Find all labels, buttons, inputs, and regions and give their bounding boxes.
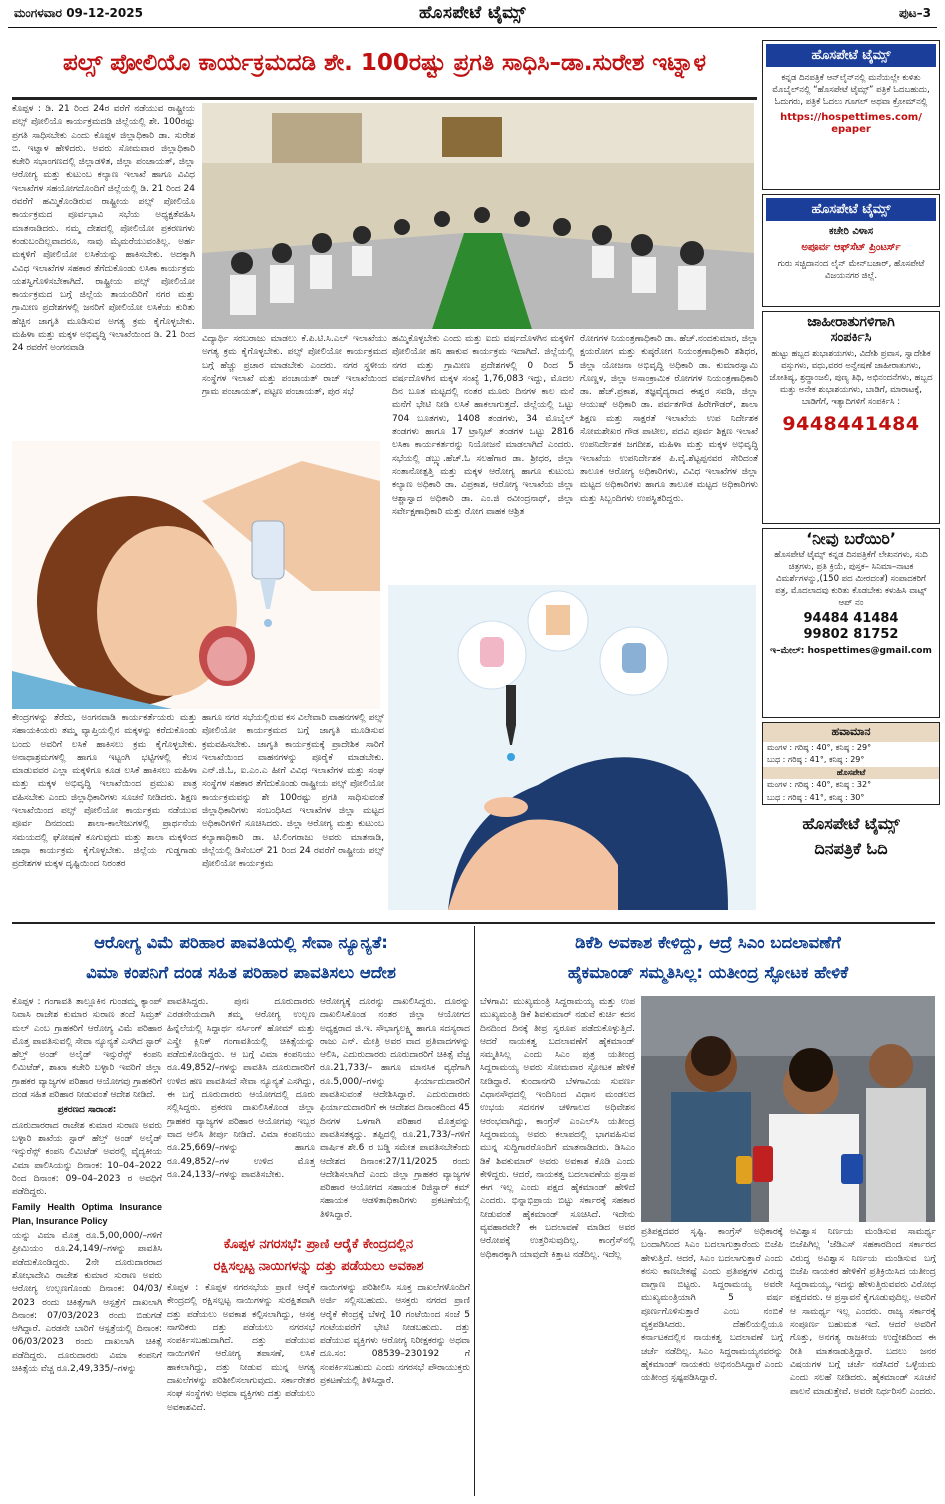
yathindra-press-photo bbox=[641, 996, 935, 1222]
page-number: ಪುಟ–3 bbox=[899, 6, 931, 20]
weather-box bbox=[762, 722, 940, 805]
insurance-summary-label: ಪ್ರಕರಣದ ಸಾರಾಂಶ: bbox=[57, 1105, 117, 1116]
dks-col2: ಪ್ರತಿಪಕ್ಷದವರ ಸೃಷ್ಟಿ. ಕಾಂಗ್ರೆಸ್ ಅಧಿಕಾರಕ್ಕೆ ಬಂದಾಗಿನಿಂದ ಸಿಎಂ ಬದಲಾಗುತ್ತಾರೆಂದು ಬಿಜೆಪಿ ಹೇಳುತ್ತಿದೆ. ಆದರೆ, ಸಿಎಂ ಬದಲಾಗುತ್ತಾರೆ ಎಂದು ಕನಸು ಕಾಣಬೇಕಷ್ಟೆ ಎಂದು ಪ್ರತಿಪಕ್ಷಗಳ ವಿರುದ್ಧ ವಾಗ್ಬಾಣ ಬಿಟ್ಟರು. ಸಿದ್ದರಾಮಯ್ಯ ಅವರೇ ಮುಖ್ಯಮಂತ್ರಿಯಾಗಿ 5 ವರ್ಷ ಪೂರ್ಣಗೊಳಿಸುತ್ತಾರೆ ಎಂಬ ನಂಬಿಕೆ ವ್ಯಕ್ತಪಡಿಸಿದರು. ದೆಹಲಿಯಲ್ಲಿಯೂ ಕರ್ನಾಟಕದಲ್ಲಿನ ನಾಯಕತ್ವ ಬದಲಾವಣೆ ಬಗ್ಗೆ ಚರ್ಚೆ ನಡೆದಿಲ್ಲ. ಸಿಎಂ ಸಿದ್ದರಾಮಯ್ಯನವರನ್ನು ಹೈಕಮಾಂಡ್ ನಾಯಕರು ಅಭಿನಂದಿಸಿದ್ದಾರೆ ಎಂದು ಯತೀಂದ್ರ ಸ್ಪಷ್ಟಪಡಿಸಿದ್ದಾರೆ. bbox=[641, 1227, 783, 1384]
lead-rule bbox=[12, 97, 757, 100]
lead-col2: ವಿದ್ಯಾರ್ಥಿ ಸರಬರಾಜು ಮಾಡಲು ಕೆ.ಪಿ.ಟಿ.ಸಿ.ಎಲ್ ಇಲಾಖೆಯು ಅಗತ್ಯ ಕ್ರಮ ಕೈಗೊಳ್ಳಬೇಕು. ಪಲ್ಸ್ ಪೋಲಿಯೋ ಕಾರ್ಯಕ್ರಮದ ಬಗ್ಗೆ ಹೆಚ್ಚು ಪ್ರಚಾರ ಮಾಡಬೇಕು ಎಂದರು. ನಗರ ಸ್ಥಳೀಯ ಸಂಸ್ಥೆಗಳ ಇಲಾಖೆ ಮತ್ತು ಪಂಚಾಯತ್ ರಾಜ್ ಇಲಾಖೆಯಿಂದ ಗ್ರಾಮ ಪಂಚಾಯತ್, ಪಟ್ಟಣ ಪಂಚಾಯತ್, ಪುರ ಸಭೆ bbox=[202, 334, 387, 398]
lead-headline-text: ಪಲ್ಸ್ ಪೋಲಿಯೊ ಕಾರ್ಯಕ್ರಮದಡಿ ಶೇ. 100ರಷ್ಟು ಪ್ರಗತಿ ಸಾಧಿಸಿ–ಡಾ.ಸುರೇಶ ಇಟ್ನಾಳ bbox=[62, 50, 707, 76]
ads-phone: 9448441484 bbox=[782, 413, 920, 435]
lead-headline bbox=[12, 38, 757, 96]
sidebar bbox=[762, 40, 940, 920]
lead-col1b: ಕೇಂದ್ರಗಳನ್ನು ತೆರೆದು, ಅಂಗನವಾಡಿ ಕಾರ್ಯಕರ್ತೆಯರು ಮತ್ತು ಸಹಾಯಕಿಯರು ತಮ್ಮ ವ್ಯಾಪ್ತಿಯಲ್ಲಿನ ಮಕ್ಕಳನ್ನು ಕರೆದುಕೊಂಡು ಬಂದು ಅವರಿಗೆ ಲಸಿಕೆ ಹಾಕಿಸಲು ಕ್ರಮ ಕೈಗೊಳ್ಳಬೇಕು. ಅನಾಥಾಶ್ರಮಗಳಲ್ಲಿ ಹಾಗೂ ಇಟ್ಟಂಗಿ ಭಟ್ಟಿಗಳಲ್ಲಿ ಕೆಲಸ ಮಾಡುವವರ ಎಲ್ಲಾ ಮಕ್ಕಳಿಗೂ ಕೂಡ ಲಸಿಕೆ ಹಾಕಿಸಲು ಮಹಿಳಾ ಮತ್ತು ಮಕ್ಕಳ ಅಭಿವೃದ್ಧಿ ಇಲಾಖೆಯಿಂದ ಪ್ರಮುಖ ಪಾತ್ರ ವಹಿಸಬೇಕು ಎಂದು ಜಿಲ್ಲಾಧಿಕಾರಿಗಳು ಸೂಚನೆ ನೀಡಿದರು. ಶಿಕ್ಷಣ ಇಲಾಖೆಯಿಂದ ಪಲ್ಸ್ ಪೋಲಿಯೋ ಕಾರ್ಯಕ್ರಮ ನಡೆಯುವ ಪೂರ್ವ ದಿನದಂದು ಶಾಲಾ-ಕಾಲೇಜುಗಳಲ್ಲಿ ಪ್ರಾರ್ಥನೆಯ ಸಮಯದಲ್ಲಿ ಘೋಷಣೆ ಕೂಗುವುದು ಮತ್ತು ಶಾಲಾ ಮಕ್ಕಳಿಂದ ಜಾಥಾ ಕಾರ್ಯಕ್ರಮ ಕೈಗೊಳ್ಳಬೇಕು. ಜಿಲ್ಲೆಯ ಗುಡ್ಡಗಾಡು ಪ್ರದೇಶಗಳ ಮಕ್ಕಳ ದೃಷ್ಟಿಯಿಂದ ನಿರಂತರ bbox=[12, 713, 197, 870]
write-box bbox=[762, 528, 940, 718]
ads-box bbox=[762, 311, 940, 524]
koppal-headline-2: ರಕ್ಷಿಸಲ್ಪಟ್ಟ ನಾಯಿಗಳನ್ನು ದತ್ತು ಪಡೆಯಲು ಅವಕಾಶ bbox=[213, 1259, 424, 1274]
office-box bbox=[762, 194, 940, 307]
dks-col3: ಅವಿಶ್ವಾಸ ನಿರ್ಣಯ ಮಂಡಿಸುವ ಸಾಮರ್ಥ್ಯ ಬಿಜೆಪಿಗಿಲ್ಲ 'ಜೆಡಿಎಸ್ ಸಹಕಾರದಿಂದ ಸರ್ಕಾರದ ವಿರುದ್ಧ ಅವಿಶ್ವಾಸ ನಿರ್ಣಯ ಮಂಡಿಸುವ ಬಗ್ಗೆ ಬಿಜೆಪಿ ನಾಯಕರ ಹೇಳಿಕೆಗೆ ಪ್ರತಿಕ್ರಿಯಿಸಿದ ಯತೀಂದ್ರ ಸಿದ್ದರಾಮಯ್ಯ, ಇದನ್ನು ಹೇಳುತ್ತಿರುವವರು ವಿರೋಧ ಪಕ್ಷದವರು. ಆ ಪ್ರಸ್ತಾವನೆ ಕೈಗೂಡುವುದಿಲ್ಲ. ಅವರಿಗೆ ಆ ಸಾಮರ್ಥ್ಯ ಇಲ್ಲ ಎಂದರು. ರಾಜ್ಯ ಸರ್ಕಾರಕ್ಕೆ ಸಂಪೂರ್ಣ ಬಹುಮತ ಇದೆ. ಆದರೆ ಅವರಿಗೆ ಗೊತ್ತು, ಅನಗತ್ಯ ರಾಜಕೀಯ ಉದ್ದೇಶದಿಂದ ಈ ರೀತಿ ಮಾತನಾಡುತ್ತಿದ್ದಾರೆ. ಬದಲು ಜನರ ವಿಷಯಗಳ ಬಗ್ಗೆ ಚರ್ಚೆ ನಡೆಸಿದರೆ ಒಳ್ಳೆಯದು ಎಂದು ಸಲಹೆ ನೀಡಿದರು. ಹೈಕಮಾಂಡ್ ಸೂಚನೆ ಪಾಲನೆ ಮಾಡುತ್ತೇವೆ. ಅವರೇ ನಿರ್ಧರಿಸಲಿ ಎಂದರು. bbox=[790, 1227, 936, 1397]
insurance-intro: ಕೊಪ್ಪಳ : ಗಂಗಾವತಿ ತಾಲ್ಲೂಕಿನ ಗುಂಡಮ್ಮ ಕ್ಯಾಂಪ್ ನಿವಾಸಿ ರಾಜೇಶ ಕುಮಾರ ಸುರಾಣ ತಂದೆ ಸಿಮ್ರತ್ ಮಲ್ ಎಂಬ ಗ್ರಾಹಕರಿಗೆ ಆರೋಗ್ಯ ವಿಮೆ ಪರಿಹಾರ ಮೊತ್ತ ಪಾವತಿಸುವಲ್ಲಿ ಸೇವಾ ನ್ಯೂನ್ಯತೆ ಎಸಗಿದ ಸ್ಟಾರ್ ಹೆಲ್ತ್ ಅಂಡ್ ಅಲೈಡ್ ಇನ್ಸುರೆನ್ಸ್ ಕಂಪನಿ ಲಿಮಿಟೆಡ್, ಶಾಖಾ ಕಚೇರಿ ಬಳ್ಳಾರಿ ಇವರಿಗೆ ಜಿಲ್ಲಾ ಗ್ರಾಹಕರ ವ್ಯಾಜ್ಯಗಳ ಪರಿಹಾರ ಆಯೋಗವು ಗ್ರಾಹಕರಿಗೆ ದಂಡ ಸಹಿತ ಪರಿಹಾರ ನೀಡುವಂತೆ ಆದೇಶ ನೀಡಿದೆ. bbox=[12, 997, 162, 1101]
insurance-col3: ಆರೋಗ್ಯಕ್ಕೆ ದೂರನ್ನು ದಾಖಲಿಸಿದ್ದರು. ದೂರನ್ನು ದಾಖಲಿಸಿಕೊಂಡ ನಂತರ ಜಿಲ್ಲಾ ಆಯೋಗದ ಅಧ್ಯಕ್ಷರಾದ ಜಿ.ಇ. ಸೌಭಾಗ್ಯಲಕ್ಷ್ಮಿ ಹಾಗೂ ಸದಸ್ಯರಾದ ರಾಜು ಎನ್. ಮೇತ್ರಿ ಅವರ ವಾದ ಪ್ರತಿವಾದಗಳನ್ನು ಆಲಿಸಿ, ಎದುರುದಾರರು ದೂರುದಾರರಿಗೆ ಚಿಕಿತ್ಸೆ ವೆಚ್ಚ ರೂ.21,733/– ಹಾಗೂ ಮಾನಸಿಕ ವ್ಯಥೆಗಾಗಿ ರೂ.5,000/–ಗಳನ್ನು ಫಿರ್ಯಾದುದಾರರಿಗೆ ಪಾವತಿಸುವಂತೆ ಆದೇಶಿಸಿದ್ದಾರೆ. ಎದುರುದಾರರು ಫಿರ್ಯಾದುದಾರರಿಗೆ ಈ ಆದೇಶದ ದಿನಾಂಕದಿಂದ 45 ದಿನಗಳ ಒಳಗಾಗಿ ಪರಿಹಾರ ಮೊತ್ತವನ್ನು ಪಾವತಿಸತಕ್ಕದ್ದು. ತಪ್ಪಿದಲ್ಲಿ ರೂ.21,733/–ಗಳಿಗೆ ವಾರ್ಷಿಕ ಶೇ.6 ರ ಬಡ್ಡಿ ಸಮೇತ ಪಾವತಿಸಬೇಕೆಂದು ಆದೇಶದ ದಿನಾಂಕ:27/11/2025 ರಂದು ಆದೇಶಿಸಲಾಗಿದೆ ಎಂದು ಜಿಲ್ಲಾ ಗ್ರಾಹಕರ ವ್ಯಾಜ್ಯಗಳ ಪರಿಹಾರ ಆಯೋಗದ ಸಹಾಯಕ ರಿಜಿಸ್ಟ್ರಾರ್ ಕಮ್ ಸಹಾಯಕ ಆಡಳಿತಾಧಿಕಾರಿಗಳು ಪ್ರಕಟಣೆಯಲ್ಲಿ ತಿಳಿಸಿದ್ದಾರೆ. bbox=[320, 997, 470, 1220]
koppal-headline bbox=[167, 1234, 470, 1280]
write-text: ಹೊಸಪೇಟೆ ಟೈಮ್ಸ್ ಕನ್ನಡ ದಿನಪತ್ರಿಕೆಗೆ ಲೇಖನಗಳು, ಸುದಿ ಚಿತ್ರಗಳು, ಪ್ರತಿ ಕ್ರಿಯೆ, ಪುಸ್ತಕ– ಸಿನಿಮಾ–ನಾಟಕ ವಿಮರ್ಶೆಗಳನ್ನು,(150 ಪದ ಮೀರದಂತೆ) ಸಂಪಾದಕರಿಗೆ ಪತ್ರ, ಮೊದಲಾದವು ಕುರಿತು ಕೊಡಬೇಕು ಕಳುಹಿಸಿ ವಾಟ್ಸ್ ಆಪ್ ನಂ bbox=[774, 550, 928, 608]
ads-title: ಜಾಹೀರಾತುಗಳಿಗಾಗಿ bbox=[807, 314, 895, 330]
dks-headline bbox=[480, 928, 936, 994]
paper-name: ಹೊಸಪೇಟೆ ಟೈಮ್ಸ್ bbox=[419, 3, 526, 23]
whatsapp-phone-1: 94484 41484 bbox=[803, 611, 899, 626]
weather-row: ಮಂಗಳ : ಗರಿಷ್ಠ : 40°, ಕನಿಷ್ಠ : 32° bbox=[767, 780, 872, 790]
office-name: ಅಪೂರ್ವ ಆಫ್‌ಸೆಟ್ ಪ್ರಿಂಟರ್ಸ್ bbox=[801, 242, 901, 254]
insurance-headline bbox=[12, 928, 470, 994]
sidebar-masthead: ಹೊಸಪೇಟೆ ಟೈಮ್ಸ್ bbox=[766, 44, 936, 67]
masthead-bar bbox=[0, 0, 945, 28]
polio-vector-illustration bbox=[388, 585, 756, 910]
masthead-rule bbox=[8, 27, 937, 28]
koppal-col1: ಕೊಪ್ಪಳ : ಕೊಪ್ಪಳ ನಗರಸಭೆಯ ಪ್ರಾಣಿ ಆರೈಕೆ ಕೇಂದ್ರದಲ್ಲಿ ರಕ್ಷಿಸಲ್ಪಟ್ಟ ನಾಯಿಗಳನ್ನು ಸುರಕ್ಷಿತವಾಗಿ ದತ್ತು ಪಡೆಯಲು ಅವಕಾಶ ಕಲ್ಪಿಸಲಾಗಿದ್ದು, ಆಸಕ್ತ ನಾಗರಿಕರು ದತ್ತು ಪಡೆಯಲು ನಗರಸಭೆ ಸಂಪರ್ಕಿಸಬಹುದಾಗಿದೆ. ದತ್ತು ಪಡೆಯುವ ನಾಯಿಗಳಿಗೆ ಆರೋಗ್ಯ ತಪಾಸಣೆ, ಲಸಿಕೆ ಹಾಕಲಾಗಿದ್ದು, ದತ್ತು ನೀಡುವ ಮುನ್ನ ಅಗತ್ಯ ದಾಖಲೆಗಳನ್ನು ಪರಿಶೀಲಿಸಲಾಗುವುದು. ಸರ್ಕಾರೇತರ ಸಂಘ ಸಂಸ್ಥೆಗಳು ಅಥವಾ ವ್ಯಕ್ತಿಗಳು ದತ್ತು ಪಡೆಯಲು ಅವಕಾಶವಿದೆ. bbox=[167, 1283, 315, 1413]
lead-col3: ಹಮ್ಮಿಕೊಳ್ಳಬೇಕು ಎಂದು ಮತ್ತು ಐದು ವರ್ಷದೊಳಗಿನ ಮಕ್ಕಳಿಗೆ ಪೋಲಿಯೋ ಹನಿ ಹಾಕುವ ಕಾರ್ಯಕ್ರಮ ಇದಾಗಿದೆ. ಜಿಲ್ಲೆಯಲ್ಲಿ ನಗರ ಮತ್ತು ಗ್ರಾಮೀಣ ಪ್ರದೇಶಗಳಲ್ಲಿ 0 ರಿಂದ 5 ವರ್ಷದೊಳಗಿನ ಮಕ್ಕಳ ಸಂಖ್ಯೆ 1,76,083 ಇದ್ದು, ಮೊದಲ ದಿನ ಬೂತ ಮಟ್ಟದಲ್ಲಿ ನಂತರ ಮೂರು ದಿನಗಳ ಕಾಲ ಮನೆ ಮನೆಗೆ ಭೇಟಿ ನೀಡಿ ಲಸಿಕೆ ಹಾಕಲಾಗುತ್ತದೆ. ಜಿಲ್ಲೆಯಲ್ಲಿ ಒಟ್ಟು 704 ಬೂತಗಳು, 1408 ತಂಡಗಳು, 34 ಮೊಬೈಲ್ ತಂಡಗಳು ಹಾಗೂ 17 ಟ್ರಾನ್ಸಿಟ್ ತಂಡಗಳ ಒಟ್ಟು 2816 ಲಸಿಕಾ ಕಾರ್ಯಕರ್ತರನ್ನು ನಿಯೋಜನೆ ಮಾಡಲಾಗಿದೆ ಎಂದರು. ಸಭೆಯಲ್ಲಿ ಡಬ್ಲ್ಯು.ಹೆಚ್.ಓ ಸಲಹೆಗಾರ ಡಾ. ಶ್ರೀಧರ, ಜಿಲ್ಲಾ ಸಂತಾನೋತ್ಪತ್ತಿ ಮತ್ತು ಮಕ್ಕಳ ಆರೋಗ್ಯ ಹಾಗೂ ಕುಟುಂಬ ಕಲ್ಯಾಣ ಅಧಿಕಾರಿ ಡಾ. ವಿಪ್ರಕಾಶ, ಆರೋಗ್ಯ ಇಲಾಖೆಯ ಜಿಲ್ಲಾ ಆಶ್ಚಾಸ್ವಾದ ಅಧಿಕಾರಿ ಡಾ. ಎಂ.ಜಿ ರವೀಂದ್ರನಾಥ್, ಜಿಲ್ಲಾ ಸರ್ವೇಕ್ಷಣಾಧಿಕಾರಿ ಮತ್ತು ರೋಗ ವಾಹಕ ಆಶ್ರಿತ bbox=[392, 334, 574, 517]
insurance-body-2: ಯನ್ನು ವಿಮಾ ಮೊತ್ತ ರೂ.5,00,000/–ಗಳಿಗೆ ಪ್ರೀಮಿಯಂ ರೂ.24,149/–ಗಳನ್ನು ಪಾವತಿಸಿ ಪಡೆದುಕೊಂಡಿದ್ದರು. 2ನೇ ದೂರುದಾರರಾದ ಶೋಭಾದೇವಿ ರಾಜೇಶ ಕುಮಾರ ಸುರಾಣ ಅವರು ಆರೋಗ್ಯ ಉಲ್ಬಣಗೊಂಡು ದಿನಾಂಕ: 04/03/ 2023 ರಂದು ಚಿಕಿತ್ಸೆಗಾಗಿ ಆಸ್ಪತ್ರೆಗೆ ದಾಖಲಾಗಿ ದಿನಾಂಕ: 07/03/2023 ರಂದು ಬಿಡುಗಡೆ ಆಗಿದ್ದಾರೆ. ಎರಡನೇ ಬಾರಿಗೆ ಆಸ್ಪತ್ರೆಯಲ್ಲಿ ದಿನಾಂಕ: 06/03/2023 ರಂದು ದಾಖಲಾಗಿ ಚಿಕಿತ್ಸೆ ಪಡೆದಿದ್ದರು. ದೂರುದಾರರು ವಿಮಾ ಕಂಪನಿಗೆ ಚಿಕಿತ್ಸೆಯ ವೆಚ್ಚ ರೂ.2,49,335/–ಗಳನ್ನು bbox=[12, 1231, 162, 1375]
insurance-headline-2: ವಿಮಾ ಕಂಪನಿಗೆ ದಂಡ ಸಹಿತ ಪರಿಹಾರ ಪಾವತಿಸಲು ಆದೇಶ bbox=[86, 963, 396, 982]
insurance-body: ದೂರುದಾರರಾದ ರಾಜೇಶ ಕುಮಾರ ಸುರಾಣ ಅವರು ಬಳ್ಳಾರಿ ಶಾಖೆಯ ಸ್ಟಾರ್ ಹೆಲ್ತ್ ಅಂಡ್ ಅಲೈಡ್ ಇನ್ಸುರೆನ್ಸ್ ಕಂಪನಿ ಲಿಮಿಟೆಡ್ ಅವರಲ್ಲಿ ವೈದ್ಯಕೀಯ ವಿಮಾ ಪಾಲಿಸಿಯನ್ನು ದಿನಾಂಕ: 10–04–2022 ರಿಂದ ದಿನಾಂಕ: 09–04–2023 ರ ಅವಧಿಗೆ ಪಡೆದಿದ್ದರು. bbox=[12, 1120, 162, 1198]
dks-headline-1: ಡಿಕೆಶಿ ಅವಕಾಶ ಕೇಳಿದ್ದು, ಆದ್ರೆ ಸಿಎಂ ಬದಲಾವಣೆಗೆ bbox=[575, 933, 841, 952]
ads-subtitle: ಸಂಪರ್ಕಿಸಿ bbox=[830, 330, 872, 345]
polio-drops-illustration bbox=[12, 441, 380, 709]
weather-title: ಹವಾಮಾನ bbox=[763, 723, 939, 742]
section-rule bbox=[12, 922, 935, 924]
epaper-text: ಕನ್ನಡ ದಿನಪತ್ರಿಕೆ ಆನ್‌ಲೈನ್‌ನಲ್ಲಿ ಮನೆಯಲ್ಲೇ ಕುಳಿತು ಮೊಬೈಲ್‌ನಲ್ಲಿ “ಹೊಸಪೇಟೆ ಟೈಮ್ಸ್” ಪತ್ರಿಕೆ ಓದಬಹುದು, ಓದುಗರು, ಪತ್ರಿಕೆ ಓದಲು ಗೂಗಲ್ ಅಥವಾ ಕ್ರೋಮ್‌ನಲ್ಲಿ bbox=[772, 73, 930, 108]
weather-row: ಬುಧ : ಗರಿಷ್ಠ : 41°, ಕನಿಷ್ಠ : 30° bbox=[767, 792, 865, 802]
issue-date: ಮಂಗಳವಾರ 09-12-2025 bbox=[14, 6, 143, 20]
insurance-headline-1: ಆರೋಗ್ಯ ವಿಮೆ ಪರಿಹಾರ ಪಾವತಿಯಲ್ಲಿ ಸೇವಾ ನ್ಯೂನ್ಯತೆ: bbox=[94, 933, 388, 952]
lead-col1: ಕೊಪ್ಪಳ : ಡಿ. 21 ರಿಂದ 24ರ ವರೆಗೆ ನಡೆಯುವ ರಾಷ್ಟ್ರೀಯ ಪಲ್ಸ್ ಪೋಲಿಯೊ ಕಾರ್ಯಕ್ರಮದಡಿ ಜಿಲ್ಲೆಯಲ್ಲಿ ಶೇ. 100ರಷ್ಟು ಪ್ರಗತಿ ಸಾಧಿಸಬೇಕು ಎಂದು ಕೊಪ್ಪಳ ಜಿಲ್ಲಾಧಿಕಾರಿ ಡಾ. ಸುರೇಶ ಬಿ. ಇಟ್ನಾಳ ಹೇಳಿದರು. ಅವರು ಸೋಮವಾರ ಜಿಲ್ಲಾಧಿಕಾರಿ ಕಚೇರಿ ಸಭಾಂಗಣದಲ್ಲಿ ಜಿಲ್ಲಾಡಳಿತ, ಜಿಲ್ಲಾ ಪಂಚಾಯತ್, ಜಿಲ್ಲಾ ಆರೋಗ್ಯ ಮತ್ತು ಕುಟುಂಬ ಕಲ್ಯಾಣ ಇಲಾಖೆ ಹಾಗೂ ವಿವಿಧ ಇಲಾಖೆಗಳ ಸಹಯೋಗದೊಂದಿಗೆ ಜಿಲ್ಲೆಯಲ್ಲಿ ಡಿ. 21 ರಿಂದ 24 ರವರೆಗೆ ಹಮ್ಮಿಕೊಂಡಿರುವ ರಾಷ್ಟ್ರೀಯ ಪಲ್ಸ್ ಪೋಲಿಯೊ ಕಾರ್ಯಕ್ರಮದ ಪೂರ್ವಭಾವಿ ಸಭೆಯ ಅಧ್ಯಕ್ಷತೆವಹಿಸಿ ಮಾತನಾಡಿದರು. ನಮ್ಮ ದೇಶದಲ್ಲಿ ಪೋಲಿಯೋ ಪ್ರಕರಣಗಳು ಕಂಡುಬಂದಿಲ್ಲವಾದರೂ, ನಾವು ಮೈಮರೆಯುವಂತಿಲ್ಲ. ಅರ್ಹ ಮಕ್ಕಳಿಗೆ ಪೋಲಿಯೋ ಲಸಿಕೆಯನ್ನು ಹಾಕಿಸಬೇಕು. ಅದಕ್ಕಾಗಿ ವಿವಿಧ ಇಲಾಖೆಗಳ ಸಹಕಾರ ತೆಗೆದುಕೊಂಡು ಲಸಿಕಾ ಕಾರ್ಯಕ್ರಮ ಯಶಸ್ವಿಗೊಳಿಸಬೇಕಾಗಿದೆ. ರಾಷ್ಟ್ರೀಯ ಪಲ್ಸ್ ಪೋಲಿಯೋ ಕಾರ್ಯಕ್ರಮದ ಬಗ್ಗೆ ಜಿಲ್ಲೆಯ ತಾಯಂದಿರಿಗೆ ನಗರ ಮತ್ತು ಗ್ರಾಮೀಣ ಪ್ರದೇಶಗಳಲ್ಲಿ ಜನರಿಗೆ ಪೋಲಿಯೋ ಲಸಿಕೆಯ ಕುರಿತು ಹೆಚ್ಚಿನ ಜಾಗೃತಿ ಮೂಡಿಸುವ ಅಗತ್ಯ ಕ್ರಮ ಕೈಗೊಳ್ಳಬೇಕು. ಮಹಿಳಾ ಮತ್ತು ಮಕ್ಕಳ ಅಭಿವೃದ್ಧಿ ಇಲಾಖೆಯಿಂದ ಡಿ. 21 ರಿಂದ 24 ರವರೆಗೆ ಅಂಗನವಾಡಿ bbox=[12, 104, 195, 354]
insurance-policy-name: Family Health Optima Insurance Plan, Insurance Policy bbox=[12, 1202, 162, 1226]
weather-row: ಮಂಗಳ : ಗರಿಷ್ಠ : 40°, ಕನಿಷ್ಠ : 29° bbox=[767, 742, 872, 752]
weather-city: ಹೊಸಪೇಟೆ bbox=[763, 767, 939, 780]
write-title: ‘ನೀವು ಬರೆಯಿರಿ’ bbox=[806, 529, 896, 548]
insurance-col2: ಪಾವತಿಸಿದ್ದರು. ಪುನಃ ದೂರುದಾರರು ಎರಡನೇಯದಾಗಿ ತಮ್ಮ ಆರೋಗ್ಯ ಉಲ್ಬಣ ಹಿನ್ನೆಲೆಯಲ್ಲಿ ಸಿದ್ದಾರ್ಥ ನರ್ಸಿಂಗ್ ಹೋಮ್ ಮತ್ತು ಎಸ್ಕ್ರೇ ಕ್ಲಿನಿಕ್ ಗಂಗಾವತಿಯಲ್ಲಿ ಚಿಕಿತ್ಸೆಯನ್ನು ಪಡೆದುಕೊಂಡಿದ್ದರು. ಆ ಬಗ್ಗೆ ವಿಮಾ ಕಂಪನಿಯು ರೂ.49,852/–ಗಳನ್ನು ಪಾವತಿಸಿ ದೂರುದಾರರಿಗೆ ಉಳಿದ ಹಣ ಪಾವತಿಸದೆ ಸೇವಾ ನ್ಯೂನ್ಯತೆ ಎಸಗಿದ್ದು, ಈ ಬಗ್ಗೆ ದೂರುದಾರರು ಆಯೋಗದಲ್ಲಿ ದೂರು ಸಲ್ಲಿಸಿದ್ದರು. ಪ್ರಕರಣ ದಾಖಲಿಸಿಕೊಂಡ ಜಿಲ್ಲಾ ಗ್ರಾಹಕರ ವ್ಯಾಜ್ಯಗಳ ಪರಿಹಾರ ಆಯೋಗವು ಇಬ್ಬರ ವಾದ ಆಲಿಸಿ ತೀರ್ಪು ನೀಡಿದೆ. ವಿಮಾ ಕಂಪನಿಯು ರೂ.25,669/–ಗಳನ್ನು ಹಾಗೂ ರೂ.49,852/–ಗಳ ಉಳಿದ ಮೊತ್ತ ರೂ.24,133/–ಗಳನ್ನು ಪಾವತಿಸಬೇಕು. bbox=[167, 997, 315, 1180]
dks-col1: ಬೆಳಗಾವಿ: ಮುಖ್ಯಮಂತ್ರಿ ಸಿದ್ದರಾಮಯ್ಯ ಮತ್ತು ಉಪ ಮುಖ್ಯಮಂತ್ರಿ ಡಿಕೆ ಶಿವಕುಮಾರ್ ನಡುವೆ ಕುರ್ಚಿ ಕದನ ದಿನದಿಂದ ದಿನಕ್ಕೆ ತೀವ್ರ ಸ್ವರೂಪ ಪಡೆದುಕೊಳ್ಳುತ್ತಿದೆ. ಆದರೆ ನಾಯಕತ್ವ ಬದಲಾವಣೆಗೆ ಹೈಕಮಾಂಡ್ ಸಮ್ಮತಿಸಿಲ್ಲ ಎಂದು ಸಿಎಂ ಪುತ್ರ ಯತೀಂದ್ರ ಸಿದ್ದರಾಮಯ್ಯ ಅವರು ಸೋಮವಾರ ಸ್ಫೋಟಕ ಹೇಳಿಕೆ ನೀಡಿದ್ದಾರೆ. ಕುಂದಾನಗರಿ ಬೆಳಗಾವಿಯ ಸುವರ್ಣ ವಿಧಾನಸೌಧದಲ್ಲಿ ಇಂದಿನಿಂದ ವಿಧಾನ ಮಂಡಲದ ಉಭಯ ಸದನಗಳ ಚಳಿಗಾಲದ ಅಧಿವೇಶನ ಆರಂಭವಾಗಿದ್ದು, ಕಾಂಗ್ರೆಸ್ ಎಂಎಲ್‌ಸಿ ಯತೀಂದ್ರ ಸಿದ್ದರಾಮಯ್ಯ ಅವರು ಕಲಾಪದಲ್ಲಿ ಭಾಗವಹಿಸುವ ಮುನ್ನ ಸುದ್ದಿಗಾರರೊಂದಿಗೆ ಮಾತನಾಡಿದರು. ಡಿಸಿಎಂ ಡಿಕೆ ಶಿವಕುಮಾರ್ ಅವರು ಅವಕಾಶ ಕೊಡಿ ಎಂದು ಕೇಳಿದ್ದರು. ಆದರೆ, ನಾಯಕತ್ವ ಬದಲಾವಣೆಯ ಪ್ರಸ್ತಾಪ ಈಗ ಇಲ್ಲ ಎಂದು ಪಕ್ಷದ ಹೈಕಮಾಂಡ್ ಹೇಳಿದೆ ಎಂದರು. ಭಿನ್ನಾಭಿಪ್ರಾಯ ಬಿಟ್ಟು ಸರ್ಕಾರಕ್ಕೆ ಸಹಕಾರ ನೀಡುವಂತೆ ಹೈಕಮಾಂಡ್ ಸೂಚಿಸಿದೆ. ಇದೇನು ವ್ಯವಹಾರವೇ? ಈ ಬದಲಾವಣೆ ಮಾಡಿದ ಅವರ ಆರೋಪಕ್ಕೆ ಉತ್ತರಿಸುವುದಿಲ್ಲ. ಕಾಂಗ್ರೆಸ್‌ನಲ್ಲಿ ಅಧಿಕಾರಕ್ಕಾಗಿ ಯಾವುದೇ ಕಿತ್ತಾಟ ನಡೆದಿಲ್ಲ. ಇದೆಲ್ಲ bbox=[480, 997, 635, 1260]
column-rule bbox=[474, 926, 475, 1496]
epaper-link[interactable]: https://hospettimes.com/ epaper bbox=[780, 112, 922, 136]
weather-row: ಬುಧ : ಗರಿಷ್ಠ : 41°, ಕನಿಷ್ಠ : 29° bbox=[767, 755, 865, 765]
dks-headline-2: ಹೈಕಮಾಂಡ್ ಸಮ್ಮತಿಸಿಲ್ಲ: ಯತೀಂದ್ರ ಸ್ಫೋಟಕ ಹೇಳಿಕೆ bbox=[567, 963, 849, 982]
promo-line-2: ದಿನಪತ್ರಿಕೆ ಓದಿ bbox=[814, 839, 888, 859]
epaper-box bbox=[762, 40, 940, 190]
whatsapp-phone-2: 99802 81752 bbox=[803, 627, 899, 642]
ads-text: ಹುಟ್ಟು ಹಬ್ಬದ ಶುಭಾಶಯಗಳು, ವಿದೇಶಿ ಪ್ರವಾಸ, ಸ್ವಾದೇಶಿಕ ವಸ್ತುಗಳು, ವಧು,ವರರ ಅನ್ವೇಷಣೆ ಜಾಹೀರಾತುಗಳು, ಜೋತಿಷ್ಯ, ಶ್ರದ್ಧಾಂಜಲಿ, ಪುಣ್ಯ ತಿಥಿ, ಅಭಿನಂದನೆಗಳು, ಹಬ್ಬದ ಮತ್ತು ಅನೇಕ ಶುಭಾಶಯಗಳು, ಬಾಡಿಗೆ, ಮಾರಾಟಕ್ಕೆ, ಬಾಡಿಗೆಗೆ, ಇತ್ಯಾದಿಗಳಿಗೆ ಸಂಪರ್ಕಿಸಿ : bbox=[769, 349, 933, 407]
sidebar-masthead-2: ಹೊಸಪೇಟೆ ಟೈಮ್ಸ್ bbox=[766, 198, 936, 221]
koppal-headline-1: ಕೊಪ್ಪಳ ನಗರಸಭೆ: ಪ್ರಾಣಿ ಆರೈಕೆ ಕೇಂದ್ರದಲ್ಲಿನ bbox=[223, 1237, 414, 1252]
office-label: ಕಚೇರಿ ವಿಳಾಸ bbox=[828, 226, 874, 238]
office-address: ಗುರು ಸಚ್ಚಿದಾನಂದ ಲೈನ್ ಮೇನ್‌ಬಜಾರ್, ಹೊಸಪೇಟೆ ವಿಜಯನಗರ ಜಿಲ್ಲೆ. bbox=[777, 259, 925, 282]
promo-line-1: ಹೊಸಪೇಟೆ ಟೈಮ್ಸ್ bbox=[802, 814, 900, 834]
lead-col2b: ಹಾಗೂ ನಗರ ಸಭೆಯಲ್ಲಿರುವ ಕಸ ವಿಲೇವಾರಿ ವಾಹನಗಳಲ್ಲಿ ಪಲ್ಸ್ ಪೋಲಿಯೋ ಕಾರ್ಯಕ್ರಮದ ಬಗ್ಗೆ ಜಾಗೃತಿ ಮೂಡಿಸುವ ಕ್ರಮವಹಿಸಬೇಕು. ಜಾಗೃತಿ ಕಾರ್ಯಕ್ರಮಕ್ಕೆ ಪ್ರಾದೇಶಿಕ ಸಾರಿಗೆ ಇಲಾಖೆಯಿಂದ ವಾಹನಗಳನ್ನು ಪೂರೈಕೆ ಮಾಡಬೇಕು. ಎನ್.ಜಿ.ಓ, ಐ.ಎಂ.ಎ ಹೀಗೆ ವಿವಿಧ ಇಲಾಖೆಗಳ ಮತ್ತು ಸಂಘ ಸಂಸ್ಥೆಗಳ ಸಹಕಾರ ತೆಗೆದುಕೊಂಡು ರಾಷ್ಟ್ರೀಯ ಪಲ್ಸ್ ಪೋಲಿಯೋ ಕಾರ್ಯಕ್ರಮವನ್ನು ಶೇ 100ರಷ್ಟು ಪ್ರಗತಿ ಸಾಧಿಸುವಂತೆ ಜಿಲ್ಲಾಧಿಕಾರಿಗಳು ಸಂಬಂಧಿಸಿದ ಇಲಾಖೆಗಳ ಜಿಲ್ಲಾ ಮಟ್ಟದ ಅಧಿಕಾರಿಗಳಿಗೆ ಸೂಚಿಸಿದರು. ಜಿಲ್ಲಾ ಆರೋಗ್ಯ ಮತ್ತು ಕುಟುಂಬ ಕಲ್ಯಾಣಾಧಿಕಾರಿ ಡಾ. ಟಿ.ಲಿಂಗರಾಜು ಅವರು ಮಾತನಾಡಿ, ಜಿಲ್ಲೆಯಲ್ಲಿ ಡಿಸೆಂಬರ್ 21 ರಿಂದ 24 ರವರೆಗೆ ರಾಷ್ಟ್ರೀಯ ಪಲ್ಸ್ ಪೋಲಿಯೋ ಕಾರ್ಯಕ್ರಮ bbox=[202, 713, 384, 870]
lead-col4: ರೋಗಗಳ ನಿಯಂತ್ರಣಾಧಿಕಾರಿ ಡಾ. ಹೆಚ್.ನಂದಕುಮಾರ, ಜಿಲ್ಲಾ ಕ್ಷಯರೋಗ ಮತ್ತು ಕುಷ್ಠರೋಗ ನಿಯಂತ್ರಣಾಧಿಕಾರಿ ಶಶಿಧರ, ಜಿಲ್ಲಾ ಯೋಜನಾ ಅಭಿವೃದ್ಧಿ ಅಧಿಕಾರಿ ಡಾ. ಕುಮಾರಸ್ವಾಮಿ ಗೊಣ್ಣಳ, ಜಿಲ್ಲಾ ಅಸಾಂಕ್ರಾಮಿಕ ರೋಗಗಳ ನಿಯಂತ್ರಣಾಧಿಕಾರಿ ಡಾ. ಹೆಚ್.ಪ್ರಕಾಶ, ತಜ್ಞವೈದ್ಯರಾದ ಈಶ್ವರ ಸವಡಿ, ಜಿಲ್ಲಾ ಆಯುಷ್ ಅಧಿಕಾರಿ ಡಾ. ಪರ್ವತಗೌಡ ಹಿರೇಗೌಡರ್, ಶಾಲಾ ಶಿಕ್ಷಣ ಮತ್ತು ಸಾಕ್ಷರತೆ ಇಲಾಖೆಯ ಉಪ ನಿರ್ದೇಶಕ ಸೋಮಶೇಖರ ಗೌಡ ಪಾಟೀಲ, ಪದವಿ ಪೂರ್ವ ಶಿಕ್ಷಣ ಇಲಾಖೆ ಉಪನಿರ್ದೇಶಕ ಜಗದೀಶ, ಮಹಿಳಾ ಮತ್ತು ಮಕ್ಕಳ ಅಭಿವೃದ್ಧಿ ಇಲಾಖೆಯ ಉಪನಿರ್ದೇಶಕ ಪಿ.ವೈ.ಶೆಟ್ಟಪ್ಪನವರ ಸೇರಿದಂತೆ ತಾಲೂಕ ಆರೋಗ್ಯ ಅಧಿಕಾರಿಗಳು, ವಿವಿಧ ಇಲಾಖೆಗಳ ಜಿಲ್ಲಾ ಮಟ್ಟದ ಅಧಿಕಾರಿಗಳು ಹಾಗೂ ತಾಲೂಕ ಮಟ್ಟದ ಅಧಿಕಾರಿಗಳು ಮತ್ತು ಸಿಬ್ಬಂದಿಗಳು ಉಪಸ್ಥಿತರಿದ್ದರು. bbox=[580, 334, 758, 504]
koppal-col2: ನಾಯಿಗಳನ್ನು ಪರಿಶೀಲಿಸಿ ಸೂಕ್ತ ದಾಖಲೆಗಳೊಂದಿಗೆ ಅರ್ಜಿ ಸಲ್ಲಿಸಬಹುದು. ಆಸಕ್ತರು ನಗರದ ಪ್ರಾಣಿ ಆರೈಕೆ ಕೇಂದ್ರಕ್ಕೆ ಬೆಳಗ್ಗೆ 10 ಗಂಟೆಯಿಂದ ಸಂಜೆ 5 ಗಂಟೆಯವರೆಗೆ ಭೇಟಿ ನೀಡಬಹುದು. ದತ್ತು ಪಡೆಯುವ ವ್ಯಕ್ತಿಗಳು ಆರೋಗ್ಯ ನಿರೀಕ್ಷಕರನ್ನು ಅಥವಾ ದೂ.ಸಂ: 08539–230192 ಗೆ ಸಂಪರ್ಕಿಸಬಹುದು ಎಂದು ನಗರಸಭೆ ಪೌರಾಯುಕ್ತರು ಪ್ರಕಟಣೆಯಲ್ಲಿ ತಿಳಿಸಿದ್ದಾರೆ. bbox=[320, 1283, 470, 1387]
insurance-col1 bbox=[12, 996, 162, 1496]
meeting-photo bbox=[202, 103, 754, 329]
email-address[interactable]: ಇ–ಮೇಲ್: hospettimes@gmail.com bbox=[770, 646, 932, 656]
